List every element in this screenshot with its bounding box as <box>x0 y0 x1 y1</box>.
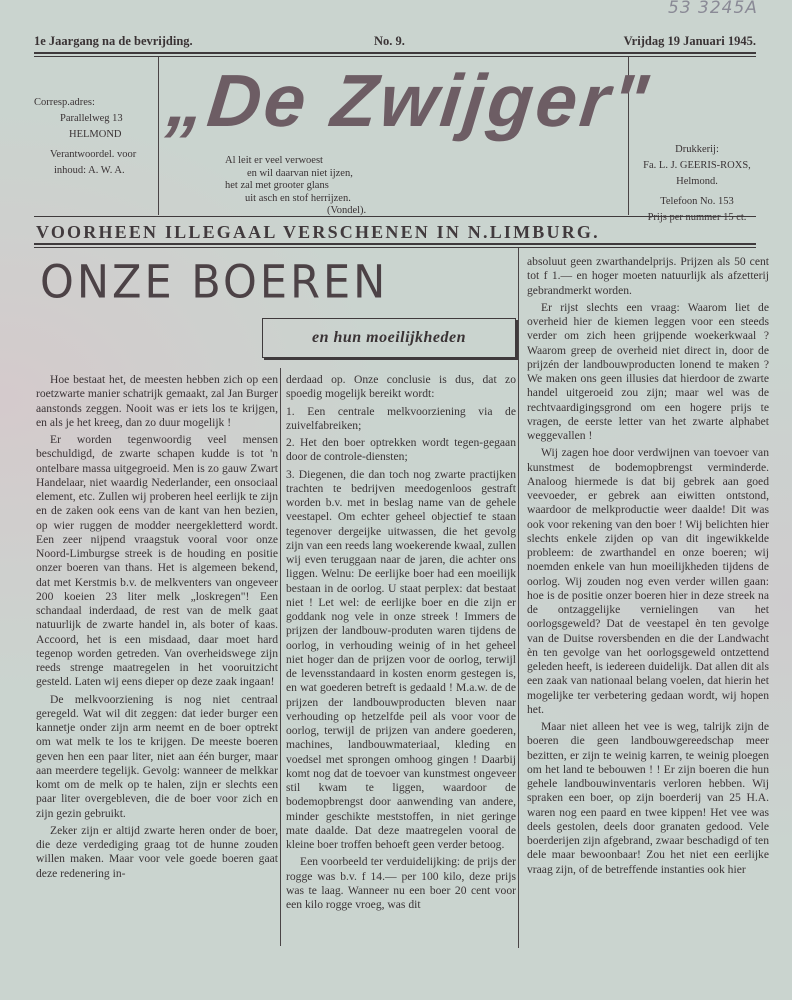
poem-line: en wil daarvan niet ijzen, <box>247 167 353 179</box>
paragraph: Er worden tegenwoordig veel mensen beschuldigd, de zwarte schapen kudde is tot 'n ontelbare massa uitgegroeid. Men is zo gauw Zwart Handelaar, niet waardig Nederlander, een onsociaal element, etc. Zullen wij proberen heel eerlijk te zijn en de zaken ook eens van de kant van hen bezien, op wier ruggen de modder neergekletterd wordt. Een zeer nijpend vraagstuk vooral voor onze Noord-Limburgse streek is de houding en positie onzer boeren van thans. Het is algemeen bekend, dat met Kerstmis b.v. de melkventers van ongeveer 200 koeien 23 liter melk „loskregen"! Een schandaal inderdaad, de rest van de melk gaat natuurlijk de zwarte handel in, als boter of kaas. Accoord, het is een misdaad, daar moet hard tegenop worden getreden. Van overheidswege zijn reeds strenge maatregelen in het vooruitzicht gesteld. Laten wij eens dieper op deze zaak ingaan! <box>36 433 278 689</box>
paragraph: Maar niet alleen het vee is weg, talrijk zijn de boeren die geen landbouwgereedschap meer bezitten, er zijn te weinig karren, te weinig ploegen om het land te bebouwen ! ! Er zijn boeren die hun gehele landbouwinventaris verloren hebben. Wij spraken een boer, op zijn boerderij van 25 H.A. waren nog een paard en twee kippen! Het vee was deels gestolen, deels door granaten gedood. Vele boerderijen zijn afgebrand, zwaar beschadigd of ten dele maar bewoonbaar! Zou het niet een eerlijke vraag zijn, of de betreffende instanties ook hier <box>527 720 769 876</box>
paragraph: absoluut geen zwarthandelprijs. Prijzen als 50 cent tot f 1.— en hoger moeten natuurlijk als afzetterij gebrandmerkt worden. <box>527 255 769 297</box>
poem-line: uit asch en stof herrijzen. <box>245 192 351 204</box>
column-divider <box>280 368 281 946</box>
list-item: 1. Een centrale melkvoorziening via de zuivelfabreiken; <box>286 404 516 432</box>
list-item: 2. Het den boer optrekken wordt tegen-gegaan door de controle-diensten; <box>286 436 516 464</box>
paragraph: derdaad op. Onze conclusie is dus, dat zo spoedig mogelijk bereikt wordt: <box>286 373 516 401</box>
article-column-3 <box>527 255 769 880</box>
paragraph: Wij zagen hoe door verdwijnen van toevoer van kunstmest de bodemopbrengst verminderde. Analoog hiermede is dat bij gebrek aan goed veevoeder, er gebrek aan eiwitten ontstond, waardoor de melkproductie weer daalde! Dit was ook voor rekening van den boer ! Wij belichten hier slechts enkele zijden op van dit ingewikkelde probleem: de zwarthandel en onze boeren; wij noemden enkele van hun moeilijkheden tijdens de oorlog. Wij zouden nog even verder willen gaan: hoe is de positie onzer boeren hier in deze streek na de ontzaggelijke vernielingen van het oorlogsgeweld? Dat de veestapel èn ten gevolge van de Duitse roversbenden en die der Landwacht èn ten gevolge van het oorlogsgeweld ontzettend geleden heeft, is iedereen duidelijk. Dat allen dit als een zaak van nationaal belang voelen, dat hierin het mogelijke ter verbetering gedaan wordt, wij hopen het. <box>527 446 769 716</box>
info-line: Fa. L. J. GEERIS-ROXS, <box>643 160 751 171</box>
info-line: Prijs per nummer 15 ct. <box>647 212 747 223</box>
info-line: Parallelweg 13 <box>60 113 123 124</box>
info-line: Corresp.adres: <box>34 97 95 108</box>
list-item: 3. Diegenen, die dan toch nog zwarte practijken trachten te bedrijven meedogenloos gestraft worden b.v. met in beslag name van de gehele veestapel. Om echter geheel objectief te staan tegenover dergeijke uitwassen, die het gevolg zijn van een reeds lang woekerende kwaal, zullen wij even teruggaan naar de jaren, die achter ons liggen. Welnu: De eerlijke boer had een moeilijk bestaan in de oorlog. U staat perplex: dat bestaat niet ! Let wel: de eerlijke boer en die zijn er goddank nog vele in onze streek ! Immers de prijzen der landbouw-produten waren tijdens de oorlog, in verhouding weinig of in het geheel niet hoger dan de prijzen voor de oorlog, terwijl de levensstandaard in kosten enorm gestegen is, en wat goederen betreft is gedaald ! M.a.w. de de prijzen der landbouwproducten bleven naar verhouding op hetzelfde peil als voor voor de oorlog, terwijl de prijzen van andere goederen, machines, landbouwmateriaal, kleding en voedsel met sprongen omhoog gingen ! Daarbij komt nog dat de toevoer van kunstmest ongeveer stil kwam te liggen, waardoor de bodemopbrengst door aanwending van andere, minder geschikte meststoffen, in niet geringe mate daalde. Dat deze maatregelen vooral de kleine boer troffen behoeft geen verder betoog. <box>286 467 516 851</box>
paragraph: De melkvoorziening is nog niet centraal geregeld. Wat wil dit zeggen: dat ieder burger een kannetje onder zijn arm neemt en de boer optrekt om wat melk te los te krijgen. De meeste boeren geven hen een paar liter, niet aan één burger, maar aan meerdere tegelijk. Gevolg: wanneer de melkkar komt om de melk op te halen, zijn er slechts een paar liter overgebleven, die de boer voor zich en zijn gezin gebruikt. <box>36 692 278 820</box>
divider <box>34 56 756 57</box>
paragraph: Er rijst slechts een vraag: Waarom liet de overheid hier de kiemen leggen voor een steeds verder om zich heen grijpende woekerkwaal ? Waarom greep de overheid niet direct in, door de prijzén der landbouwproducten lonend te maken ? We maken ons geen illusies dat hierdoor de zwarte handel uitgeroeid zou zijn; maar wel was de rechtvaardigingsgrond om een hogere prijs te vragen, de eerste letter van het zwarte alphabet weggevallen ! <box>527 300 769 442</box>
divider <box>158 57 159 215</box>
info-line: Verantwoordel. voor <box>50 149 137 160</box>
article-subheadline: en hun moeilijkheden <box>262 318 516 358</box>
article-column-1 <box>36 373 278 884</box>
newspaper-title: „De Zwijger" <box>163 59 655 142</box>
paragraph: Een voorbeeld ter verduidelijking: de prijs der rogge was b.v. f 14.— per 100 kilo, deze prijs was te laag. Wanneer nu een boer 20 cent voor een kilo rogge vroeg, was dit <box>286 855 516 911</box>
info-line: Drukkerij: <box>675 144 719 155</box>
issue-number: No. 9. <box>374 34 405 48</box>
article-column-2 <box>286 373 516 915</box>
divider <box>34 52 756 54</box>
masthead-poem <box>225 155 366 218</box>
archive-mark: 53 3245A <box>668 0 758 18</box>
banner-slogan: VOORHEEN ILLEGAAL VERSCHENEN IN N.LIMBURG. <box>36 222 600 242</box>
correspondence-info <box>34 95 152 179</box>
poem-line: het zal met grooter glans <box>225 180 329 191</box>
paragraph: Zeker zijn er altijd zwarte heren onder de boer, die deze verdediging graag tot de hunne zouden willen maken. Maar voor vele goede boeren gaat deze redenering in- <box>36 823 278 880</box>
poem-line: Al leit er veel verwoest <box>225 155 323 166</box>
article-headline: ONZE BOEREN <box>40 256 389 310</box>
divider <box>34 243 756 245</box>
divider <box>34 247 756 248</box>
paragraph: Hoe bestaat het, de meesten hebben zich op een roetzwarte manier schatrijk gemaakt, zal Jan Burger aanstonds zeggen. Nooit was er iets los te krijgen, en als je het kreeg, dan zo duur mogelijk ! <box>36 373 278 429</box>
info-line: Helmond. <box>676 176 718 187</box>
poem-line: (Vondel). <box>327 205 367 216</box>
issue-date: Vrijdag 19 Januari 1945. <box>623 34 756 48</box>
info-line: inhoud: A. W. A. <box>54 165 125 176</box>
column-divider <box>518 248 519 948</box>
divider <box>34 216 756 217</box>
edition-label: 1e Jaargang na de bevrijding. <box>34 34 193 48</box>
printer-info <box>632 142 762 226</box>
info-line: Telefoon No. 153 <box>660 196 734 207</box>
info-line: HELMOND <box>69 129 122 140</box>
